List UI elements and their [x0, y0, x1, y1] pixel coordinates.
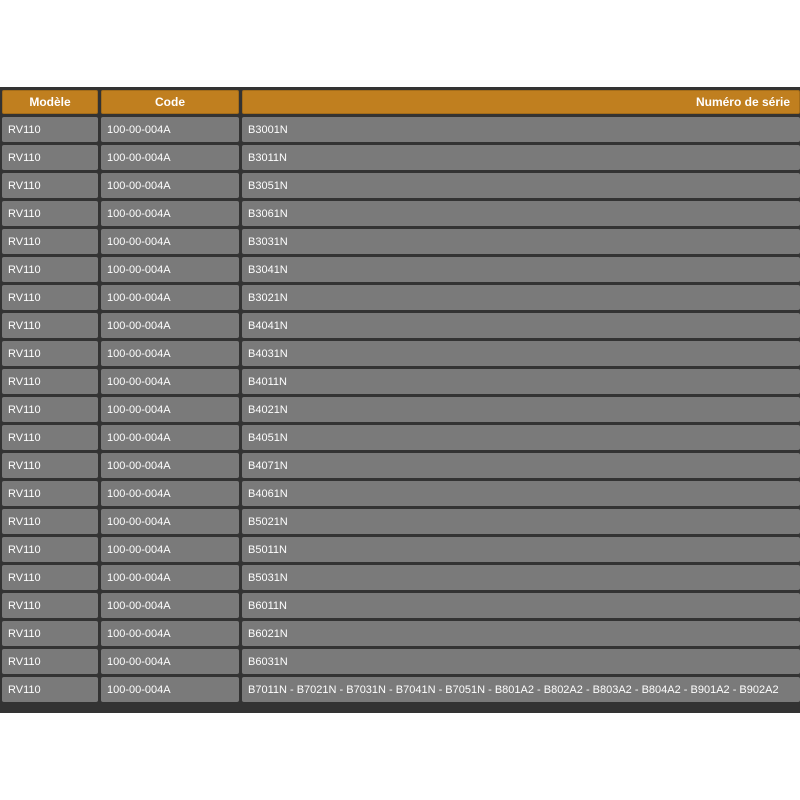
table-body — [2, 117, 800, 702]
cell-code: 100-00-004A — [101, 341, 239, 366]
cell-serial-number: B4071N — [242, 453, 800, 478]
serial-table-container — [0, 87, 800, 713]
table-row — [2, 313, 800, 338]
serial-number-table — [0, 87, 800, 705]
cell-serial-number: B3021N — [242, 285, 800, 310]
cell-serial-number: B6031N — [242, 649, 800, 674]
cell-code: 100-00-004A — [101, 173, 239, 198]
cell-code: 100-00-004A — [101, 537, 239, 562]
cell-model: RV110 — [2, 425, 98, 450]
cell-code: 100-00-004A — [101, 285, 239, 310]
table-row — [2, 481, 800, 506]
cell-serial-number: B3061N — [242, 201, 800, 226]
cell-code: 100-00-004A — [101, 425, 239, 450]
table-row — [2, 425, 800, 450]
table-row — [2, 453, 800, 478]
cell-code: 100-00-004A — [101, 593, 239, 618]
table-row — [2, 397, 800, 422]
cell-serial-number: B3011N — [242, 145, 800, 170]
table-row — [2, 145, 800, 170]
cell-model: RV110 — [2, 397, 98, 422]
cell-model: RV110 — [2, 621, 98, 646]
cell-code: 100-00-004A — [101, 677, 239, 702]
cell-model: RV110 — [2, 341, 98, 366]
cell-serial-number: B4011N — [242, 369, 800, 394]
cell-model: RV110 — [2, 677, 98, 702]
cell-model: RV110 — [2, 565, 98, 590]
cell-code: 100-00-004A — [101, 397, 239, 422]
cell-serial-number: B4031N — [242, 341, 800, 366]
table-row — [2, 565, 800, 590]
table-row — [2, 537, 800, 562]
header-model: Modèle — [2, 90, 98, 114]
cell-serial-number: B5011N — [242, 537, 800, 562]
cell-code: 100-00-004A — [101, 117, 239, 142]
header-code: Code — [101, 90, 239, 114]
cell-model: RV110 — [2, 173, 98, 198]
cell-code: 100-00-004A — [101, 649, 239, 674]
cell-model: RV110 — [2, 593, 98, 618]
cell-serial-number: B7011N - B7021N - B7031N - B7041N - B7051N - B801A2 - B802A2 - B803A2 - B804A2 - B901A2 - B902A2 — [242, 677, 800, 702]
cell-serial-number: B3051N — [242, 173, 800, 198]
cell-model: RV110 — [2, 257, 98, 282]
cell-serial-number: B6021N — [242, 621, 800, 646]
table-row — [2, 285, 800, 310]
cell-model: RV110 — [2, 369, 98, 394]
table-row — [2, 649, 800, 674]
cell-serial-number: B3041N — [242, 257, 800, 282]
cell-code: 100-00-004A — [101, 313, 239, 338]
cell-model: RV110 — [2, 481, 98, 506]
cell-model: RV110 — [2, 229, 98, 254]
cell-serial-number: B3001N — [242, 117, 800, 142]
cell-code: 100-00-004A — [101, 229, 239, 254]
cell-model: RV110 — [2, 201, 98, 226]
table-row — [2, 201, 800, 226]
cell-model: RV110 — [2, 285, 98, 310]
table-header-row — [2, 90, 800, 114]
cell-model: RV110 — [2, 649, 98, 674]
table-row — [2, 621, 800, 646]
cell-model: RV110 — [2, 117, 98, 142]
cell-code: 100-00-004A — [101, 369, 239, 394]
cell-code: 100-00-004A — [101, 257, 239, 282]
cell-code: 100-00-004A — [101, 509, 239, 534]
cell-code: 100-00-004A — [101, 481, 239, 506]
table-row — [2, 509, 800, 534]
cell-code: 100-00-004A — [101, 145, 239, 170]
cell-serial-number: B4061N — [242, 481, 800, 506]
cell-model: RV110 — [2, 537, 98, 562]
table-row — [2, 173, 800, 198]
table-row — [2, 257, 800, 282]
table-row — [2, 229, 800, 254]
table-row — [2, 369, 800, 394]
cell-serial-number: B5031N — [242, 565, 800, 590]
cell-model: RV110 — [2, 145, 98, 170]
cell-serial-number: B4021N — [242, 397, 800, 422]
cell-serial-number: B5021N — [242, 509, 800, 534]
table-row — [2, 677, 800, 702]
header-serial-number: Numéro de série — [242, 90, 800, 114]
cell-serial-number: B4041N — [242, 313, 800, 338]
cell-code: 100-00-004A — [101, 621, 239, 646]
cell-serial-number: B3031N — [242, 229, 800, 254]
cell-serial-number: B4051N — [242, 425, 800, 450]
cell-model: RV110 — [2, 313, 98, 338]
cell-model: RV110 — [2, 453, 98, 478]
table-row — [2, 341, 800, 366]
cell-model: RV110 — [2, 509, 98, 534]
table-row — [2, 117, 800, 142]
table-row — [2, 593, 800, 618]
cell-code: 100-00-004A — [101, 453, 239, 478]
cell-serial-number: B6011N — [242, 593, 800, 618]
cell-code: 100-00-004A — [101, 565, 239, 590]
cell-code: 100-00-004A — [101, 201, 239, 226]
